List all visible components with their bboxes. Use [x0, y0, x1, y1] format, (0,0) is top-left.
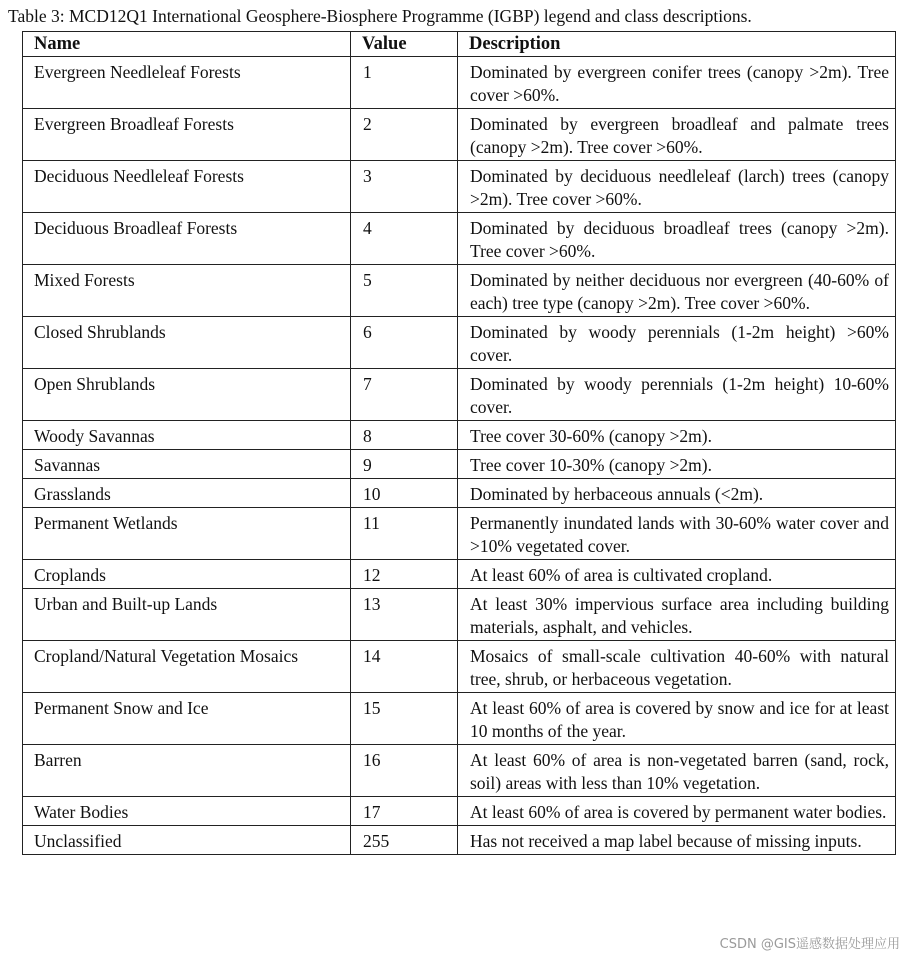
table-body	[23, 57, 896, 855]
column-header-description: Description	[458, 32, 896, 57]
table-row	[23, 161, 896, 213]
class-name: Unclassified	[23, 826, 351, 855]
table-row	[23, 265, 896, 317]
class-name: Cropland/Natural Vegetation Mosaics	[23, 641, 351, 693]
table-row	[23, 213, 896, 265]
table-row	[23, 479, 896, 508]
class-value: 2	[351, 109, 458, 161]
class-name: Closed Shrublands	[23, 317, 351, 369]
class-value: 7	[351, 369, 458, 421]
class-value: 255	[351, 826, 458, 855]
table-row	[23, 57, 896, 109]
class-description: Permanently inundated lands with 30-60% water cover and >10% vegetated cover.	[458, 508, 896, 560]
class-description: Tree cover 30-60% (canopy >2m).	[458, 421, 896, 450]
class-description: Dominated by deciduous needleleaf (larch) trees (canopy >2m). Tree cover >60%.	[458, 161, 896, 213]
class-value: 4	[351, 213, 458, 265]
class-value: 8	[351, 421, 458, 450]
class-value: 12	[351, 560, 458, 589]
table-row	[23, 369, 896, 421]
class-description: At least 60% of area is non-vegetated barren (sand, rock, soil) areas with less than 10% vegetation.	[458, 745, 896, 797]
igbp-legend-table	[22, 31, 896, 855]
class-name: Woody Savannas	[23, 421, 351, 450]
table-row	[23, 560, 896, 589]
class-description: Dominated by deciduous broadleaf trees (canopy >2m). Tree cover >60%.	[458, 213, 896, 265]
class-name: Deciduous Broadleaf Forests	[23, 213, 351, 265]
class-name: Permanent Wetlands	[23, 508, 351, 560]
class-description: Dominated by woody perennials (1-2m height) >60% cover.	[458, 317, 896, 369]
class-value: 16	[351, 745, 458, 797]
class-name: Mixed Forests	[23, 265, 351, 317]
table-header-row	[23, 32, 896, 57]
column-header-value: Value	[351, 32, 458, 57]
class-value: 14	[351, 641, 458, 693]
class-value: 5	[351, 265, 458, 317]
table-row	[23, 450, 896, 479]
class-name: Permanent Snow and Ice	[23, 693, 351, 745]
class-description: Dominated by woody perennials (1-2m height) 10-60% cover.	[458, 369, 896, 421]
class-value: 1	[351, 57, 458, 109]
class-value: 10	[351, 479, 458, 508]
class-name: Open Shrublands	[23, 369, 351, 421]
class-name: Evergreen Broadleaf Forests	[23, 109, 351, 161]
table-row	[23, 421, 896, 450]
table-row	[23, 589, 896, 641]
class-value: 11	[351, 508, 458, 560]
class-description: Dominated by neither deciduous nor evergreen (40-60% of each) tree type (canopy >2m). Tree cover >60%.	[458, 265, 896, 317]
class-description: At least 60% of area is covered by snow and ice for at least 10 months of the year.	[458, 693, 896, 745]
table-row	[23, 109, 896, 161]
class-name: Savannas	[23, 450, 351, 479]
table-row	[23, 826, 896, 855]
column-header-name: Name	[23, 32, 351, 57]
class-value: 15	[351, 693, 458, 745]
table-row	[23, 797, 896, 826]
class-value: 9	[351, 450, 458, 479]
table-row	[23, 317, 896, 369]
table-row	[23, 641, 896, 693]
class-description: Tree cover 10-30% (canopy >2m).	[458, 450, 896, 479]
class-name: Water Bodies	[23, 797, 351, 826]
class-value: 3	[351, 161, 458, 213]
class-description: Mosaics of small-scale cultivation 40-60% with natural tree, shrub, or herbaceous vegetation.	[458, 641, 896, 693]
class-name: Deciduous Needleleaf Forests	[23, 161, 351, 213]
class-name: Croplands	[23, 560, 351, 589]
table-row	[23, 693, 896, 745]
class-description: At least 30% impervious surface area including building materials, asphalt, and vehicles.	[458, 589, 896, 641]
class-description: Has not received a map label because of missing inputs.	[458, 826, 896, 855]
class-value: 13	[351, 589, 458, 641]
class-name: Evergreen Needleleaf Forests	[23, 57, 351, 109]
table-caption: Table 3: MCD12Q1 International Geosphere-Biosphere Programme (IGBP) legend and class descriptions.	[8, 6, 752, 26]
class-value: 17	[351, 797, 458, 826]
class-name: Grasslands	[23, 479, 351, 508]
class-description: At least 60% of area is covered by permanent water bodies.	[458, 797, 896, 826]
class-value: 6	[351, 317, 458, 369]
class-name: Urban and Built-up Lands	[23, 589, 351, 641]
class-description: At least 60% of area is cultivated cropland.	[458, 560, 896, 589]
class-description: Dominated by evergreen broadleaf and palmate trees (canopy >2m). Tree cover >60%.	[458, 109, 896, 161]
class-description: Dominated by herbaceous annuals (<2m).	[458, 479, 896, 508]
class-description: Dominated by evergreen conifer trees (canopy >2m). Tree cover >60%.	[458, 57, 896, 109]
class-name: Barren	[23, 745, 351, 797]
table-row	[23, 745, 896, 797]
watermark-text: CSDN @GIS遥感数据处理应用	[719, 937, 900, 952]
table-row	[23, 508, 896, 560]
